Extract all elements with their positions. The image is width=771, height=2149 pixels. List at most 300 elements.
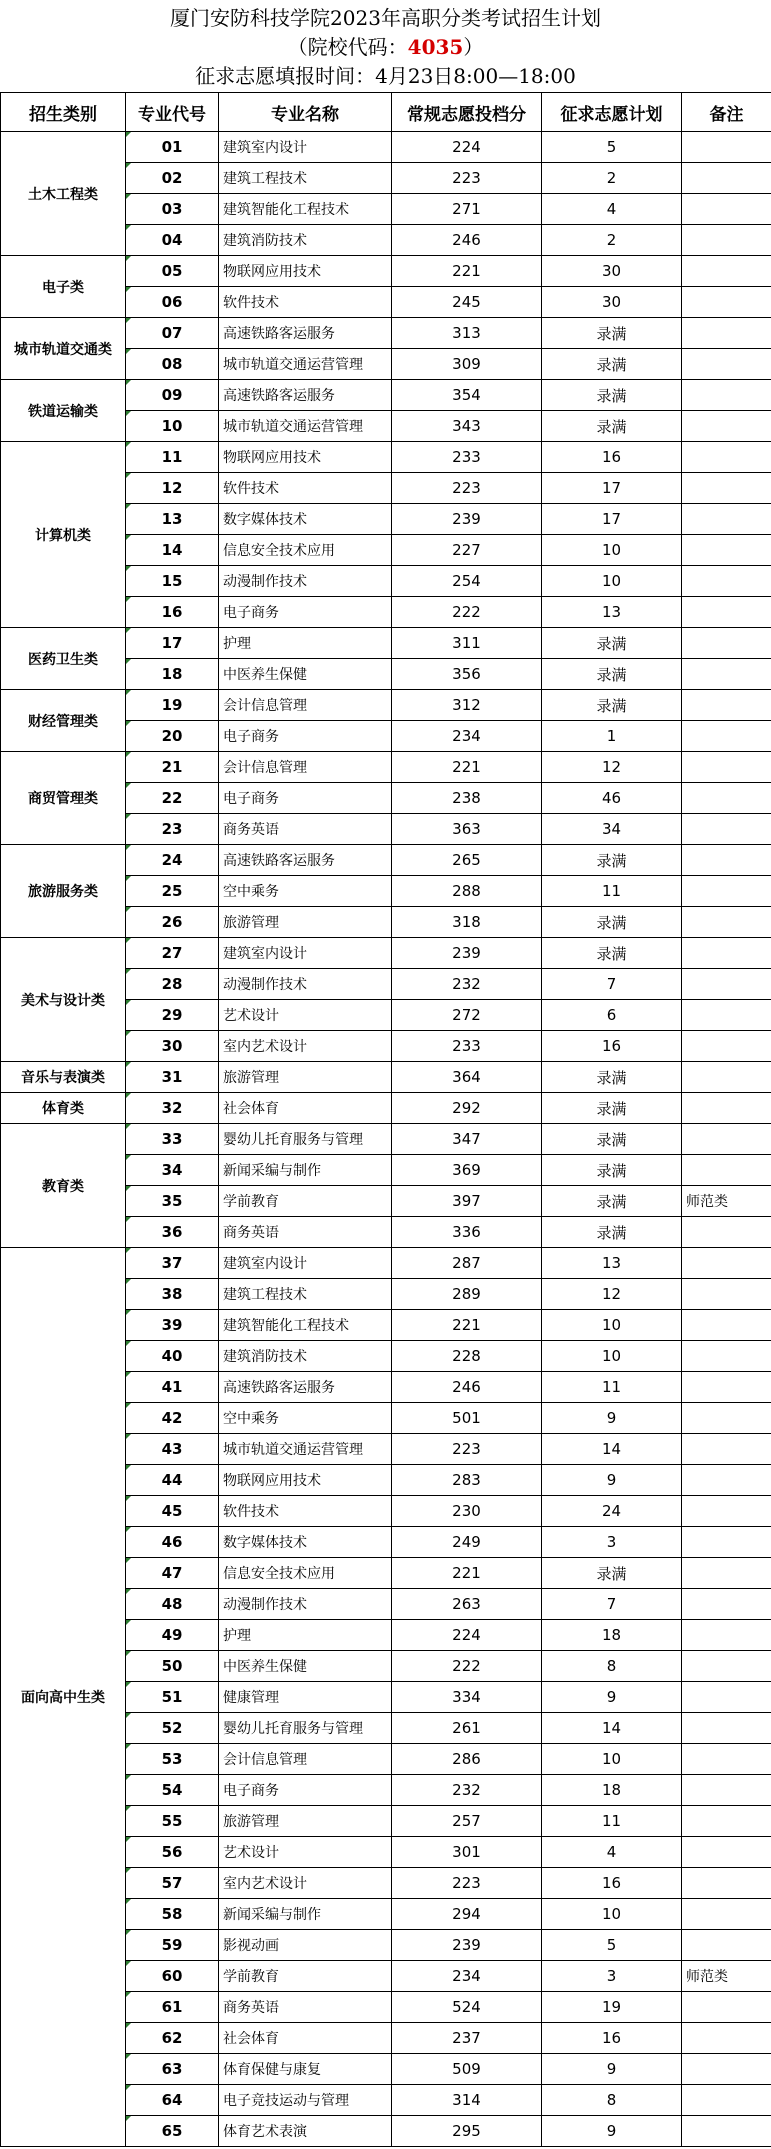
major-name-cell: 软件技术: [219, 473, 392, 504]
major-code-cell: 03: [126, 194, 219, 225]
score-cell: 221: [392, 1310, 542, 1341]
school-code-line: [0, 33, 771, 62]
note-cell: [682, 1651, 771, 1682]
major-code-cell: 16: [126, 597, 219, 628]
major-name-cell: 物联网应用技术: [219, 442, 392, 473]
note-cell: [682, 1310, 771, 1341]
plan-cell: 录满: [542, 349, 682, 380]
score-cell: 224: [392, 132, 542, 163]
note-cell: [682, 814, 771, 845]
note-cell: [682, 1341, 771, 1372]
major-name-cell: 社会体育: [219, 1093, 392, 1124]
plan-cell: 10: [542, 1310, 682, 1341]
major-code-cell: 13: [126, 504, 219, 535]
table-row: [1, 256, 771, 287]
note-cell: [682, 1899, 771, 1930]
major-code-cell: 34: [126, 1155, 219, 1186]
plan-cell: 18: [542, 1775, 682, 1806]
score-cell: 313: [392, 318, 542, 349]
major-code-cell: 62: [126, 2023, 219, 2054]
plan-cell: 录满: [542, 318, 682, 349]
score-cell: 364: [392, 1062, 542, 1093]
score-cell: 354: [392, 380, 542, 411]
plan-cell: 10: [542, 1899, 682, 1930]
major-name-cell: 艺术设计: [219, 1000, 392, 1031]
plan-cell: 7: [542, 1589, 682, 1620]
major-code-cell: 53: [126, 1744, 219, 1775]
plan-cell: 13: [542, 597, 682, 628]
plan-cell: 14: [542, 1713, 682, 1744]
major-name-cell: 动漫制作技术: [219, 969, 392, 1000]
category-cell: 旅游服务类: [1, 845, 126, 938]
major-code-cell: 22: [126, 783, 219, 814]
major-name-cell: 高速铁路客运服务: [219, 1372, 392, 1403]
note-cell: [682, 225, 771, 256]
school-code: 4035: [407, 35, 464, 59]
major-code-cell: 02: [126, 163, 219, 194]
score-cell: 292: [392, 1093, 542, 1124]
note-cell: [682, 690, 771, 721]
plan-cell: 录满: [542, 690, 682, 721]
plan-cell: 10: [542, 535, 682, 566]
major-name-cell: 新闻采编与制作: [219, 1155, 392, 1186]
score-cell: 246: [392, 1372, 542, 1403]
major-code-cell: 35: [126, 1186, 219, 1217]
major-name-cell: 软件技术: [219, 287, 392, 318]
major-name-cell: 城市轨道交通运营管理: [219, 349, 392, 380]
plan-cell: 13: [542, 1248, 682, 1279]
major-name-cell: 高速铁路客运服务: [219, 845, 392, 876]
major-name-cell: 建筑智能化工程技术: [219, 1310, 392, 1341]
score-cell: 294: [392, 1899, 542, 1930]
score-cell: 224: [392, 1620, 542, 1651]
category-cell: 电子类: [1, 256, 126, 318]
major-code-cell: 25: [126, 876, 219, 907]
major-name-cell: 城市轨道交通运营管理: [219, 411, 392, 442]
table-header-row: [1, 93, 771, 132]
major-code-cell: 54: [126, 1775, 219, 1806]
major-code-cell: 23: [126, 814, 219, 845]
major-code-cell: 40: [126, 1341, 219, 1372]
score-cell: 271: [392, 194, 542, 225]
note-cell: [682, 597, 771, 628]
major-name-cell: 旅游管理: [219, 1806, 392, 1837]
major-code-cell: 51: [126, 1682, 219, 1713]
score-cell: 369: [392, 1155, 542, 1186]
note-cell: [682, 1744, 771, 1775]
note-cell: [682, 2023, 771, 2054]
table-row: [1, 1062, 771, 1093]
major-code-cell: 36: [126, 1217, 219, 1248]
category-cell: 财经管理类: [1, 690, 126, 752]
score-cell: 295: [392, 2116, 542, 2147]
major-name-cell: 空中乘务: [219, 876, 392, 907]
note-cell: [682, 194, 771, 225]
table-row: [1, 1093, 771, 1124]
note-cell: [682, 752, 771, 783]
score-cell: 263: [392, 1589, 542, 1620]
major-code-cell: 19: [126, 690, 219, 721]
major-name-cell: 建筑消防技术: [219, 1341, 392, 1372]
score-cell: 221: [392, 752, 542, 783]
score-cell: 289: [392, 1279, 542, 1310]
major-code-cell: 12: [126, 473, 219, 504]
score-cell: 287: [392, 1248, 542, 1279]
major-name-cell: 健康管理: [219, 1682, 392, 1713]
table-row: [1, 442, 771, 473]
table-row: [1, 938, 771, 969]
major-code-cell: 41: [126, 1372, 219, 1403]
major-code-cell: 43: [126, 1434, 219, 1465]
major-code-cell: 26: [126, 907, 219, 938]
major-code-cell: 50: [126, 1651, 219, 1682]
plan-cell: 9: [542, 1682, 682, 1713]
plan-cell: 录满: [542, 659, 682, 690]
score-cell: 311: [392, 628, 542, 659]
major-code-cell: 24: [126, 845, 219, 876]
plan-cell: 4: [542, 194, 682, 225]
school-code-prefix: （院校代码：: [287, 35, 408, 59]
plan-cell: 10: [542, 566, 682, 597]
table-row: [1, 1248, 771, 1279]
note-cell: [682, 132, 771, 163]
major-name-cell: 空中乘务: [219, 1403, 392, 1434]
header-category: 招生类别: [1, 93, 126, 132]
note-cell: [682, 349, 771, 380]
major-name-cell: 学前教育: [219, 1186, 392, 1217]
major-code-cell: 38: [126, 1279, 219, 1310]
major-name-cell: 旅游管理: [219, 907, 392, 938]
plan-cell: 24: [542, 1496, 682, 1527]
major-code-cell: 44: [126, 1465, 219, 1496]
plan-cell: 19: [542, 1992, 682, 2023]
plan-cell: 录满: [542, 1093, 682, 1124]
plan-cell: 16: [542, 442, 682, 473]
score-cell: 397: [392, 1186, 542, 1217]
major-name-cell: 商务英语: [219, 814, 392, 845]
plan-cell: 16: [542, 2023, 682, 2054]
application-time: 征求志愿填报时间：4月23日8:00—18:00: [195, 64, 576, 88]
score-cell: 257: [392, 1806, 542, 1837]
major-code-cell: 09: [126, 380, 219, 411]
plan-cell: 录满: [542, 1558, 682, 1589]
score-cell: 288: [392, 876, 542, 907]
score-cell: 222: [392, 1651, 542, 1682]
major-name-cell: 电子商务: [219, 597, 392, 628]
note-cell: [682, 1434, 771, 1465]
major-code-cell: 27: [126, 938, 219, 969]
score-cell: 301: [392, 1837, 542, 1868]
major-name-cell: 商务英语: [219, 1217, 392, 1248]
plan-cell: 12: [542, 752, 682, 783]
major-code-cell: 56: [126, 1837, 219, 1868]
note-cell: [682, 1403, 771, 1434]
major-name-cell: 体育保健与康复: [219, 2054, 392, 2085]
note-cell: [682, 1062, 771, 1093]
table-row: [1, 380, 771, 411]
major-name-cell: 室内艺术设计: [219, 1031, 392, 1062]
major-name-cell: 护理: [219, 628, 392, 659]
score-cell: 524: [392, 1992, 542, 2023]
header-major-name: 专业名称: [219, 93, 392, 132]
plan-cell: 1: [542, 721, 682, 752]
major-name-cell: 信息安全技术应用: [219, 1558, 392, 1589]
plan-cell: 录满: [542, 907, 682, 938]
major-code-cell: 06: [126, 287, 219, 318]
note-cell: [682, 1620, 771, 1651]
score-cell: 314: [392, 2085, 542, 2116]
major-name-cell: 旅游管理: [219, 1062, 392, 1093]
score-cell: 230: [392, 1496, 542, 1527]
major-name-cell: 会计信息管理: [219, 1744, 392, 1775]
major-code-cell: 45: [126, 1496, 219, 1527]
note-cell: [682, 1837, 771, 1868]
major-name-cell: 中医养生保健: [219, 1651, 392, 1682]
plan-cell: 10: [542, 1744, 682, 1775]
score-cell: 233: [392, 1031, 542, 1062]
category-cell: 体育类: [1, 1093, 126, 1124]
note-cell: [682, 1279, 771, 1310]
category-cell: 美术与设计类: [1, 938, 126, 1062]
score-cell: 501: [392, 1403, 542, 1434]
plan-cell: 9: [542, 1465, 682, 1496]
plan-cell: 5: [542, 1930, 682, 1961]
score-cell: 343: [392, 411, 542, 442]
major-name-cell: 护理: [219, 1620, 392, 1651]
plan-cell: 30: [542, 256, 682, 287]
enrollment-plan-table: [0, 92, 771, 2147]
note-cell: 师范类: [682, 1961, 771, 1992]
header-plan: 征求志愿计划: [542, 93, 682, 132]
major-code-cell: 18: [126, 659, 219, 690]
note-cell: [682, 504, 771, 535]
plan-cell: 17: [542, 473, 682, 504]
plan-cell: 录满: [542, 1217, 682, 1248]
major-name-cell: 体育艺术表演: [219, 2116, 392, 2147]
major-code-cell: 14: [126, 535, 219, 566]
major-code-cell: 52: [126, 1713, 219, 1744]
score-cell: 223: [392, 163, 542, 194]
score-cell: 227: [392, 535, 542, 566]
major-name-cell: 建筑室内设计: [219, 1248, 392, 1279]
major-code-cell: 59: [126, 1930, 219, 1961]
plan-cell: 4: [542, 1837, 682, 1868]
score-cell: 223: [392, 1434, 542, 1465]
score-cell: 233: [392, 442, 542, 473]
category-cell: 音乐与表演类: [1, 1062, 126, 1093]
score-cell: 312: [392, 690, 542, 721]
note-cell: [682, 659, 771, 690]
plan-cell: 3: [542, 1961, 682, 1992]
major-name-cell: 高速铁路客运服务: [219, 318, 392, 349]
major-code-cell: 20: [126, 721, 219, 752]
major-code-cell: 04: [126, 225, 219, 256]
major-code-cell: 64: [126, 2085, 219, 2116]
major-name-cell: 数字媒体技术: [219, 1527, 392, 1558]
plan-cell: 11: [542, 876, 682, 907]
plan-cell: 6: [542, 1000, 682, 1031]
major-name-cell: 商务英语: [219, 1992, 392, 2023]
major-name-cell: 电子商务: [219, 1775, 392, 1806]
major-code-cell: 39: [126, 1310, 219, 1341]
major-name-cell: 建筑智能化工程技术: [219, 194, 392, 225]
major-code-cell: 28: [126, 969, 219, 1000]
major-code-cell: 05: [126, 256, 219, 287]
note-cell: [682, 876, 771, 907]
note-cell: [682, 1124, 771, 1155]
major-code-cell: 07: [126, 318, 219, 349]
major-name-cell: 物联网应用技术: [219, 1465, 392, 1496]
score-cell: 239: [392, 938, 542, 969]
table-row: [1, 132, 771, 163]
score-cell: 334: [392, 1682, 542, 1713]
major-code-cell: 47: [126, 1558, 219, 1589]
plan-cell: 录满: [542, 1186, 682, 1217]
note-cell: [682, 845, 771, 876]
table-row: [1, 845, 771, 876]
score-cell: 309: [392, 349, 542, 380]
score-cell: 245: [392, 287, 542, 318]
major-code-cell: 08: [126, 349, 219, 380]
major-name-cell: 建筑工程技术: [219, 163, 392, 194]
score-cell: 221: [392, 1558, 542, 1589]
plan-cell: 11: [542, 1372, 682, 1403]
major-code-cell: 37: [126, 1248, 219, 1279]
note-cell: [682, 1372, 771, 1403]
score-cell: 234: [392, 721, 542, 752]
plan-cell: 16: [542, 1868, 682, 1899]
major-name-cell: 软件技术: [219, 1496, 392, 1527]
category-cell: 铁道运输类: [1, 380, 126, 442]
score-cell: 237: [392, 2023, 542, 2054]
score-cell: 347: [392, 1124, 542, 1155]
major-code-cell: 29: [126, 1000, 219, 1031]
major-code-cell: 30: [126, 1031, 219, 1062]
note-cell: [682, 1868, 771, 1899]
major-name-cell: 室内艺术设计: [219, 1868, 392, 1899]
score-cell: 509: [392, 2054, 542, 2085]
major-name-cell: 高速铁路客运服务: [219, 380, 392, 411]
note-cell: [682, 1775, 771, 1806]
major-code-cell: 60: [126, 1961, 219, 1992]
major-code-cell: 57: [126, 1868, 219, 1899]
major-code-cell: 21: [126, 752, 219, 783]
note-cell: [682, 628, 771, 659]
note-cell: [682, 969, 771, 1000]
plan-cell: 8: [542, 2085, 682, 2116]
note-cell: [682, 1248, 771, 1279]
major-name-cell: 影视动画: [219, 1930, 392, 1961]
plan-cell: 34: [542, 814, 682, 845]
table-row: [1, 318, 771, 349]
note-cell: [682, 535, 771, 566]
major-code-cell: 48: [126, 1589, 219, 1620]
major-code-cell: 32: [126, 1093, 219, 1124]
score-cell: 223: [392, 473, 542, 504]
major-code-cell: 49: [126, 1620, 219, 1651]
table-row: [1, 690, 771, 721]
major-name-cell: 婴幼儿托育服务与管理: [219, 1124, 392, 1155]
major-code-cell: 17: [126, 628, 219, 659]
category-cell: 计算机类: [1, 442, 126, 628]
note-cell: [682, 721, 771, 752]
major-code-cell: 61: [126, 1992, 219, 2023]
school-code-suffix: ）: [463, 35, 484, 59]
major-code-cell: 46: [126, 1527, 219, 1558]
plan-cell: 8: [542, 1651, 682, 1682]
table-row: [1, 628, 771, 659]
major-name-cell: 电子商务: [219, 783, 392, 814]
note-cell: [682, 938, 771, 969]
major-name-cell: 学前教育: [219, 1961, 392, 1992]
score-cell: 261: [392, 1713, 542, 1744]
major-name-cell: 婴幼儿托育服务与管理: [219, 1713, 392, 1744]
table-body: [1, 132, 771, 2147]
note-cell: 师范类: [682, 1186, 771, 1217]
note-cell: [682, 2054, 771, 2085]
note-cell: [682, 256, 771, 287]
note-cell: [682, 318, 771, 349]
score-cell: 249: [392, 1527, 542, 1558]
major-code-cell: 65: [126, 2116, 219, 2147]
major-name-cell: 中医养生保健: [219, 659, 392, 690]
plan-cell: 12: [542, 1279, 682, 1310]
major-code-cell: 11: [126, 442, 219, 473]
major-name-cell: 艺术设计: [219, 1837, 392, 1868]
plan-cell: 17: [542, 504, 682, 535]
plan-cell: 46: [542, 783, 682, 814]
table-row: [1, 752, 771, 783]
score-cell: 234: [392, 1961, 542, 1992]
score-cell: 356: [392, 659, 542, 690]
note-cell: [682, 1031, 771, 1062]
score-cell: 239: [392, 504, 542, 535]
score-cell: 283: [392, 1465, 542, 1496]
table-row: [1, 1124, 771, 1155]
major-name-cell: 新闻采编与制作: [219, 1899, 392, 1930]
category-cell: 城市轨道交通类: [1, 318, 126, 380]
category-cell: 土木工程类: [1, 132, 126, 256]
major-code-cell: 55: [126, 1806, 219, 1837]
plan-cell: 录满: [542, 845, 682, 876]
note-cell: [682, 1465, 771, 1496]
note-cell: [682, 1496, 771, 1527]
major-name-cell: 建筑室内设计: [219, 132, 392, 163]
plan-cell: 9: [542, 1403, 682, 1434]
plan-cell: 16: [542, 1031, 682, 1062]
note-cell: [682, 1806, 771, 1837]
score-cell: 254: [392, 566, 542, 597]
note-cell: [682, 783, 771, 814]
plan-cell: 录满: [542, 628, 682, 659]
major-code-cell: 33: [126, 1124, 219, 1155]
note-cell: [682, 380, 771, 411]
score-cell: 221: [392, 256, 542, 287]
note-cell: [682, 1217, 771, 1248]
plan-cell: 录满: [542, 380, 682, 411]
score-cell: 232: [392, 1775, 542, 1806]
page-header: [0, 0, 771, 92]
plan-cell: 9: [542, 2116, 682, 2147]
score-cell: 265: [392, 845, 542, 876]
major-code-cell: 15: [126, 566, 219, 597]
major-code-cell: 10: [126, 411, 219, 442]
header-score: 常规志愿投档分: [392, 93, 542, 132]
score-cell: 272: [392, 1000, 542, 1031]
major-code-cell: 42: [126, 1403, 219, 1434]
plan-cell: 录满: [542, 1155, 682, 1186]
score-cell: 223: [392, 1868, 542, 1899]
